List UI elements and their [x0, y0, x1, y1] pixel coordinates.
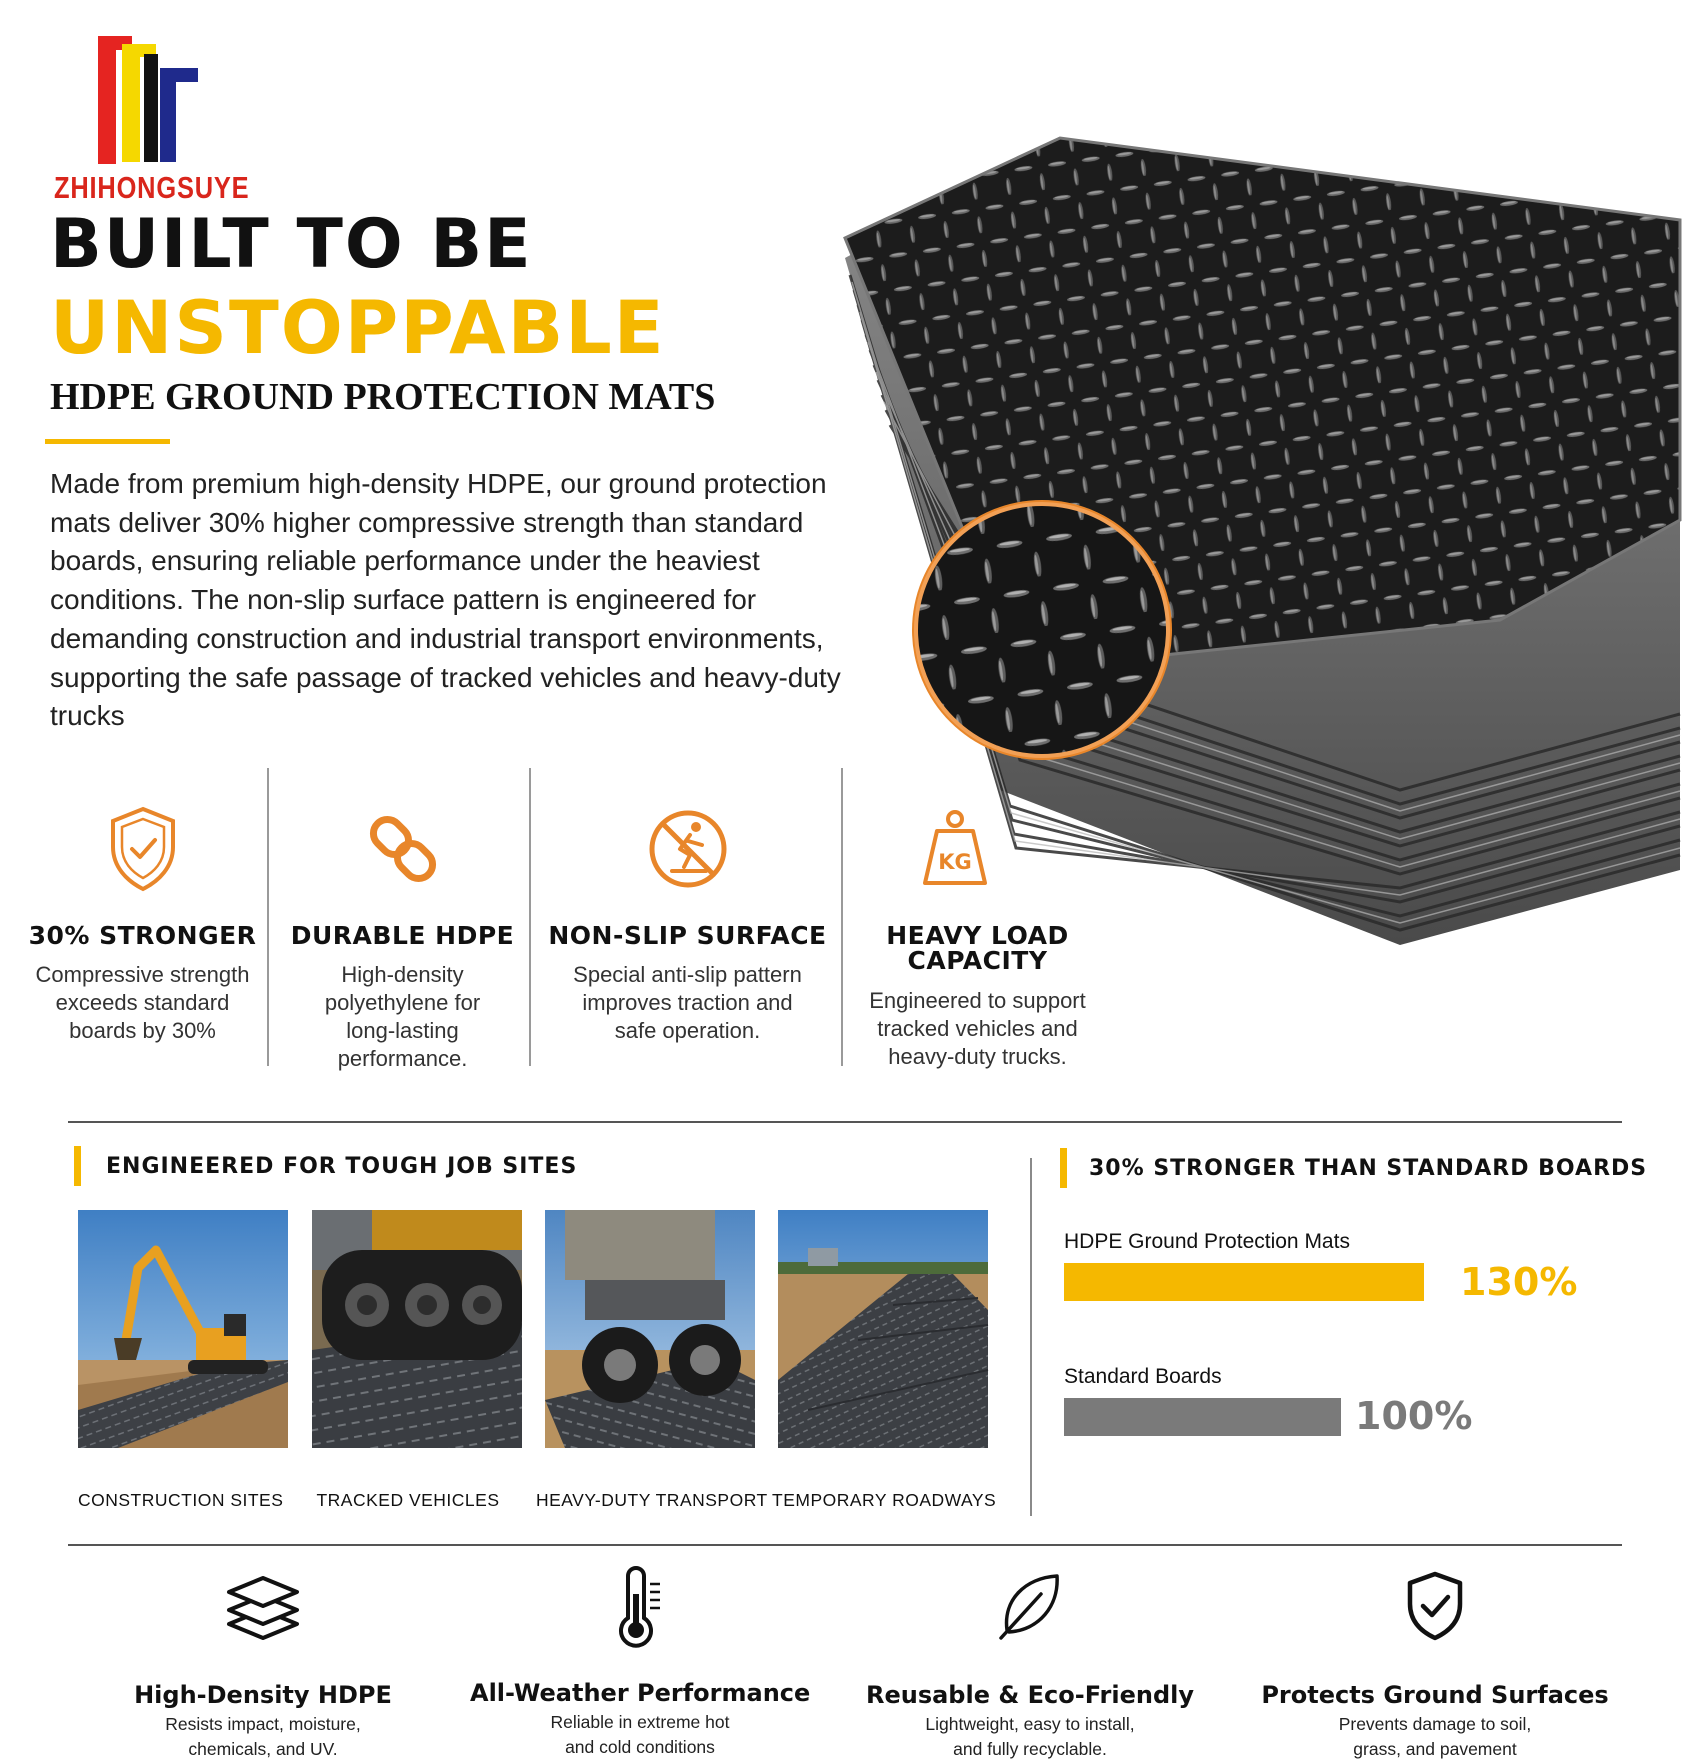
- feature-desc: Compressive strength exceeds standard boards by 30%: [35, 962, 250, 1043]
- logo-blue-bar: [160, 68, 176, 162]
- site-label-construction: CONSTRUCTION SITES: [78, 1490, 284, 1510]
- feature-desc: High-density polyethylene for long-lasting performance.: [324, 962, 481, 1071]
- kg-label: KG: [938, 850, 972, 874]
- kg-weight-icon: [915, 805, 995, 893]
- bar-fill-hdpe: [1064, 1263, 1424, 1301]
- benefit-desc-line1: Resists impact, moisture,: [165, 1714, 361, 1734]
- benefit-desc-line1: Lightweight, easy to install,: [925, 1714, 1135, 1734]
- accent-underline: [45, 439, 170, 444]
- feature-durable-hdpe: [280, 805, 525, 1073]
- benefit-high-density: [118, 1570, 408, 1762]
- benefit-desc-line2: and cold conditions: [565, 1737, 715, 1757]
- benefit-desc-line2: grass, and pavement: [1353, 1739, 1517, 1759]
- benefit-title: Reusable & Eco-Friendly: [865, 1681, 1195, 1709]
- site-label-roadways: TEMPORARY ROADWAYS: [772, 1490, 997, 1510]
- feature-heavy-load: [850, 805, 1105, 1071]
- feature-divider: [267, 768, 269, 1066]
- feature-desc: Engineered to support tracked vehicles and heavy-duty trucks.: [869, 988, 1086, 1069]
- headline-line2: UNSTOPPABLE: [50, 286, 666, 371]
- site-label-tracked: TRACKED VEHICLES: [316, 1490, 500, 1510]
- bar-track-hdpe: [1064, 1263, 1524, 1301]
- intro-paragraph: Made from premium high-density HDPE, our ground protection mats deliver 30% higher compressive strength than standard boards, ensuring reliable performance under the heaviest conditions. The non-slip surface pattern is engineered for demanding construction and industrial transport environments, supporting the safe passage of tracked vehicles and heavy-duty trucks: [50, 468, 841, 732]
- benefit-title: All-Weather Performance: [470, 1679, 811, 1707]
- shield-check-outline-icon: [1404, 1570, 1466, 1642]
- logo-red-bar: [98, 36, 116, 164]
- site-label-transport: HEAVY-DUTY TRANSPORT: [536, 1490, 768, 1510]
- bar-value-standard: 100%: [1355, 1394, 1473, 1438]
- brand-name: ZHIHONGSUYE: [54, 170, 250, 205]
- logo-yellow-bar: [122, 44, 140, 162]
- bar-value-hdpe: 130%: [1460, 1260, 1578, 1304]
- feature-title-line1: HEAVY LOAD: [886, 921, 1069, 950]
- logo-blue-bar-top: [160, 68, 198, 82]
- benefit-desc-line2: chemicals, and UV.: [188, 1739, 338, 1759]
- strength-title: 30% STRONGER THAN STANDARD BOARDS: [1089, 1156, 1648, 1181]
- benefit-all-weather: [470, 1570, 810, 1760]
- feature-title: 30% STRONGER: [28, 921, 257, 950]
- benefit-desc-line1: Prevents damage to soil,: [1338, 1714, 1532, 1734]
- no-slip-icon: [646, 805, 730, 893]
- photo-tracked-vehicles: [312, 1210, 522, 1448]
- section-divider: [68, 1121, 1622, 1123]
- thermometer-icon: [610, 1570, 670, 1646]
- photo-temporary-roadways: [778, 1210, 988, 1448]
- feature-title-line2: CAPACITY: [907, 946, 1048, 975]
- benefit-title: Protects Ground Surfaces: [1261, 1681, 1609, 1709]
- product-subtitle: HDPE GROUND PROTECTION MATS: [50, 376, 716, 418]
- feature-30-stronger: [10, 805, 275, 1045]
- section-vertical-divider: [1030, 1158, 1032, 1516]
- feature-divider: [841, 768, 843, 1066]
- layers-icon: [225, 1570, 301, 1642]
- bar-fill-standard: [1064, 1398, 1341, 1436]
- bar-label-hdpe: HDPE Ground Protection Mats: [1064, 1230, 1350, 1253]
- photo-heavy-duty-transport: [545, 1210, 755, 1448]
- leaf-icon: [995, 1570, 1065, 1642]
- feature-non-slip: [540, 805, 835, 1045]
- photo-construction-sites: [78, 1210, 288, 1448]
- benefit-desc-line1: Reliable in extreme hot: [550, 1712, 730, 1732]
- section-marker: [74, 1146, 81, 1186]
- feature-desc: Special anti-slip pattern improves traction and safe operation.: [573, 962, 802, 1043]
- bar-label-standard: Standard Boards: [1064, 1365, 1222, 1388]
- chain-link-icon: [363, 805, 443, 893]
- benefit-title: High-Density HDPE: [134, 1681, 392, 1709]
- shield-check-icon: [107, 805, 179, 893]
- job-sites-title: ENGINEERED FOR TOUGH JOB SITES: [106, 1154, 578, 1179]
- feature-divider: [529, 768, 531, 1066]
- brand-logo: [52, 30, 250, 205]
- section-marker: [1060, 1148, 1067, 1188]
- feature-title: NON-SLIP SURFACE: [548, 921, 827, 950]
- logo-black-bar: [144, 54, 158, 162]
- benefit-protects-ground: [1250, 1570, 1620, 1762]
- benefit-eco-friendly: [860, 1570, 1200, 1762]
- headline-line1: BUILT TO BE: [50, 205, 533, 284]
- feature-title: DURABLE HDPE: [290, 921, 515, 950]
- section-divider: [68, 1544, 1622, 1546]
- benefit-desc-line2: and fully recyclable.: [953, 1739, 1107, 1759]
